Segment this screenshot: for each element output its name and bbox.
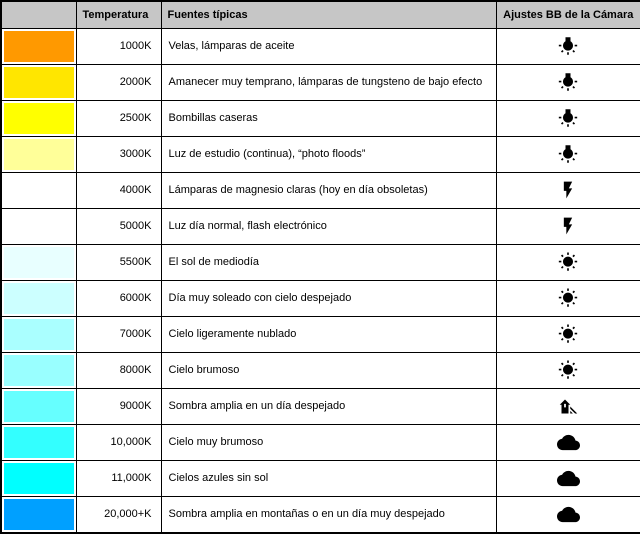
wb-icon-cell	[496, 316, 640, 352]
color-swatch	[4, 499, 74, 530]
sources-column-header: Fuentes típicas	[161, 1, 496, 28]
source-cell: Sombra amplia en montañas o en un día muy despejado	[161, 496, 496, 533]
color-swatch	[4, 319, 74, 350]
color-swatch	[4, 283, 74, 314]
wb-icon-cell	[496, 136, 640, 172]
source-cell: El sol de mediodía	[161, 244, 496, 280]
sun-icon	[558, 288, 578, 308]
temperature-cell: 20,000+K	[76, 496, 161, 533]
sun-icon	[558, 360, 578, 380]
source-cell: Amanecer muy temprano, lámparas de tungsteno de bajo efecto	[161, 64, 496, 100]
color-swatch-cell	[1, 460, 76, 496]
source-cell: Cielos azules sin sol	[161, 460, 496, 496]
source-cell: Sombra amplia en un día despejado	[161, 388, 496, 424]
color-swatch	[4, 427, 74, 458]
color-swatch	[4, 355, 74, 386]
color-swatch	[4, 247, 74, 278]
table-row	[1, 64, 640, 100]
temperature-cell: 6000K	[76, 280, 161, 316]
shade-icon	[558, 396, 579, 417]
wb-icon-cell	[496, 208, 640, 244]
temperature-cell: 2500K	[76, 100, 161, 136]
swatch-column-header	[1, 1, 76, 28]
wb-icon-cell	[496, 388, 640, 424]
color-swatch	[4, 391, 74, 422]
color-swatch-cell	[1, 208, 76, 244]
incandescent-icon	[558, 144, 578, 164]
color-swatch	[4, 31, 74, 62]
color-swatch-cell	[1, 28, 76, 64]
cloud-icon	[557, 431, 580, 454]
temperature-cell: 9000K	[76, 388, 161, 424]
source-cell: Luz de estudio (continua), “photo floods”	[161, 136, 496, 172]
wb-icon-cell	[496, 352, 640, 388]
temperature-cell: 5000K	[76, 208, 161, 244]
temperature-cell: 3000K	[76, 136, 161, 172]
color-swatch-cell	[1, 136, 76, 172]
color-swatch-cell	[1, 496, 76, 533]
wb-icon-cell	[496, 100, 640, 136]
color-swatch	[4, 103, 74, 134]
table-row	[1, 388, 640, 424]
wb-settings-column-header: Ajustes BB de la Cámara	[496, 1, 640, 28]
table-body	[1, 28, 640, 533]
wb-icon-cell	[496, 64, 640, 100]
color-swatch-cell	[1, 352, 76, 388]
cloud-icon	[557, 503, 580, 526]
source-cell: Velas, lámparas de aceite	[161, 28, 496, 64]
temperature-cell: 7000K	[76, 316, 161, 352]
temperature-cell: 10,000K	[76, 424, 161, 460]
source-cell: Lámparas de magnesio claras (hoy en día obsoletas)	[161, 172, 496, 208]
table-row	[1, 352, 640, 388]
table-row	[1, 100, 640, 136]
temperature-cell: 1000K	[76, 28, 161, 64]
wb-icon-cell	[496, 496, 640, 533]
color-swatch-cell	[1, 424, 76, 460]
color-swatch-cell	[1, 316, 76, 352]
color-swatch	[4, 175, 74, 206]
color-swatch-cell	[1, 388, 76, 424]
temperature-cell: 8000K	[76, 352, 161, 388]
temperature-cell: 2000K	[76, 64, 161, 100]
color-swatch	[4, 139, 74, 170]
table-row	[1, 244, 640, 280]
color-swatch-cell	[1, 172, 76, 208]
table-row	[1, 28, 640, 64]
source-cell: Cielo muy brumoso	[161, 424, 496, 460]
wb-icon-cell	[496, 460, 640, 496]
wb-icon-cell	[496, 424, 640, 460]
incandescent-icon	[558, 72, 578, 92]
source-cell: Día muy soleado con cielo despejado	[161, 280, 496, 316]
table-row	[1, 280, 640, 316]
source-cell: Cielo ligeramente nublado	[161, 316, 496, 352]
temperature-column-header: Temperatura	[76, 1, 161, 28]
flash-icon	[558, 216, 578, 236]
table-row	[1, 424, 640, 460]
cloud-icon	[557, 467, 580, 490]
source-cell: Luz día normal, flash electrónico	[161, 208, 496, 244]
header-row	[1, 1, 640, 28]
sun-icon	[558, 252, 578, 272]
table-row	[1, 136, 640, 172]
source-cell: Cielo brumoso	[161, 352, 496, 388]
table-row	[1, 172, 640, 208]
color-swatch	[4, 463, 74, 494]
wb-icon-cell	[496, 244, 640, 280]
wb-icon-cell	[496, 280, 640, 316]
flash-icon	[558, 180, 578, 200]
wb-icon-cell	[496, 28, 640, 64]
color-swatch-cell	[1, 100, 76, 136]
source-cell: Bombillas caseras	[161, 100, 496, 136]
temperature-cell: 5500K	[76, 244, 161, 280]
sun-icon	[558, 324, 578, 344]
table-row	[1, 316, 640, 352]
color-swatch-cell	[1, 64, 76, 100]
color-swatch	[4, 67, 74, 98]
color-swatch-cell	[1, 244, 76, 280]
table-row	[1, 460, 640, 496]
temperature-cell: 4000K	[76, 172, 161, 208]
table-row	[1, 496, 640, 533]
incandescent-icon	[558, 36, 578, 56]
temperature-cell: 11,000K	[76, 460, 161, 496]
table-row	[1, 208, 640, 244]
incandescent-icon	[558, 108, 578, 128]
wb-icon-cell	[496, 172, 640, 208]
color-swatch-cell	[1, 280, 76, 316]
color-swatch	[4, 211, 74, 242]
